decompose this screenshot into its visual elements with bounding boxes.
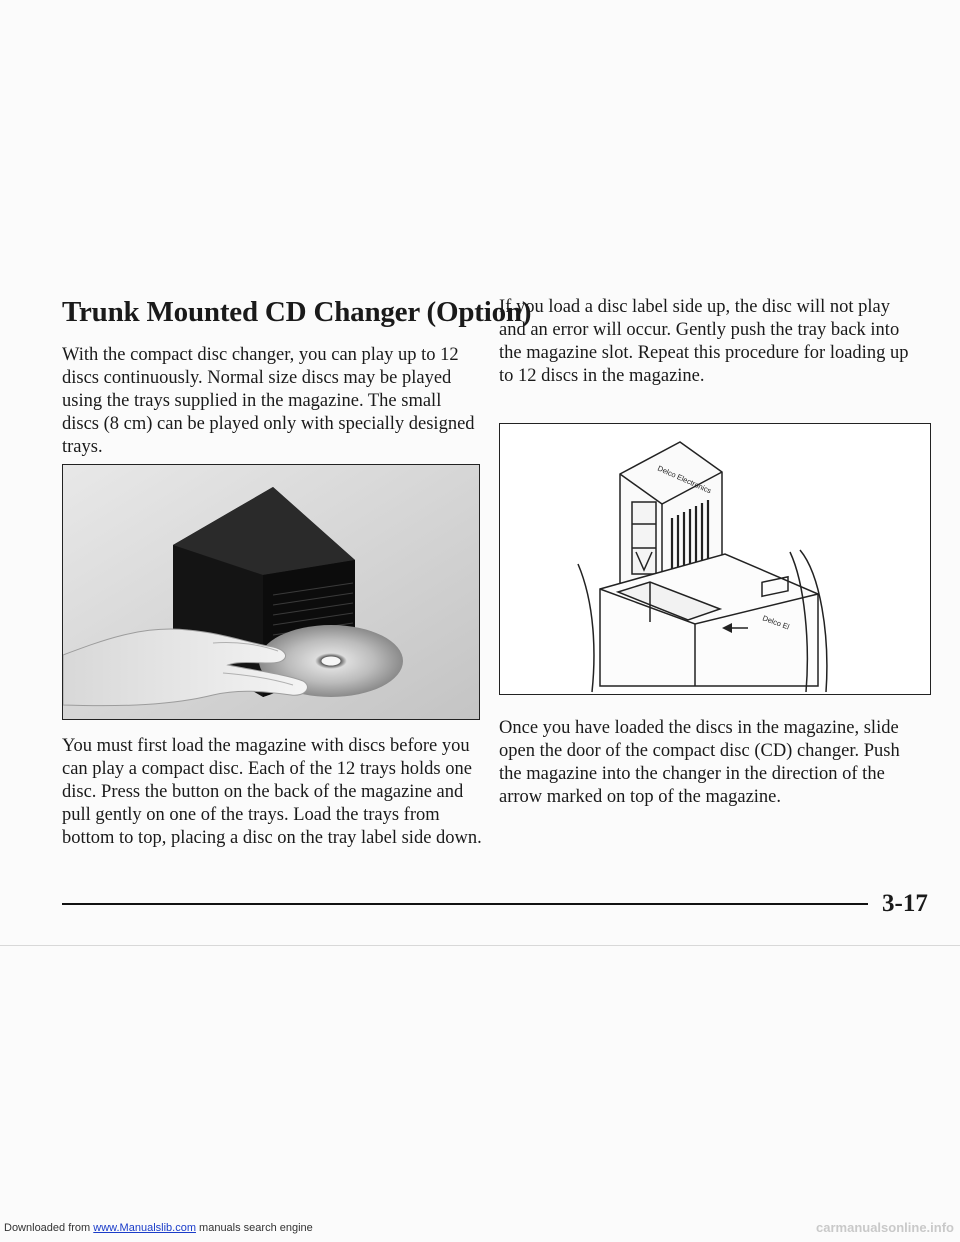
footer-suffix: manuals search engine — [195, 1222, 313, 1234]
page-number: 3-17 — [882, 890, 928, 917]
loading-instructions-paragraph: You must first load the magazine with discs before you can play a compact disc. Each of the 12 trays holds one disc. Press the button on the back of the magazine and pull gently on one of the trays. Load the trays from bottom to top, placing a disc on the tray label side down. — [62, 736, 482, 848]
download-footer — [4, 1222, 313, 1234]
insert-magazine-paragraph: Once you have loaded the discs in the magazine, slide open the door of the compact disc (CD) changer. Push the magazine into the changer in the direction of the arrow marked on top of the magazine. — [499, 718, 900, 807]
changer-brand-label: Delco El — [761, 613, 791, 632]
magazine-brand-label: Delco Electronics — [656, 463, 713, 496]
photo-hand-disc-changer — [63, 465, 479, 719]
line-drawing-changer — [500, 424, 930, 694]
page-title: Trunk Mounted CD Changer (Option) — [62, 296, 532, 328]
page-footer-rule — [62, 903, 868, 905]
footer-prefix: Downloaded from — [4, 1222, 94, 1234]
manualslib-link[interactable]: www.Manualslib.com — [93, 1222, 196, 1234]
photo-loading-magazine — [62, 464, 480, 720]
intro-paragraph: With the compact disc changer, you can play up to 12 discs continuously. Normal size discs may be played using the trays supplied in the magazine. The small discs (8 cm) can be played only with specially designed trays. — [62, 345, 475, 457]
scan-edge-line — [0, 945, 960, 946]
label-side-warning-paragraph: If you load a disc label side up, the disc will not play and an error will occur. Gently push the tray back into the magazine slot. Repeat this procedure for loading up to 12 discs in the magazine. — [499, 297, 909, 386]
illustration-magazine-insertion — [499, 423, 931, 695]
site-watermark: carmanualsonline.info — [816, 1220, 954, 1235]
